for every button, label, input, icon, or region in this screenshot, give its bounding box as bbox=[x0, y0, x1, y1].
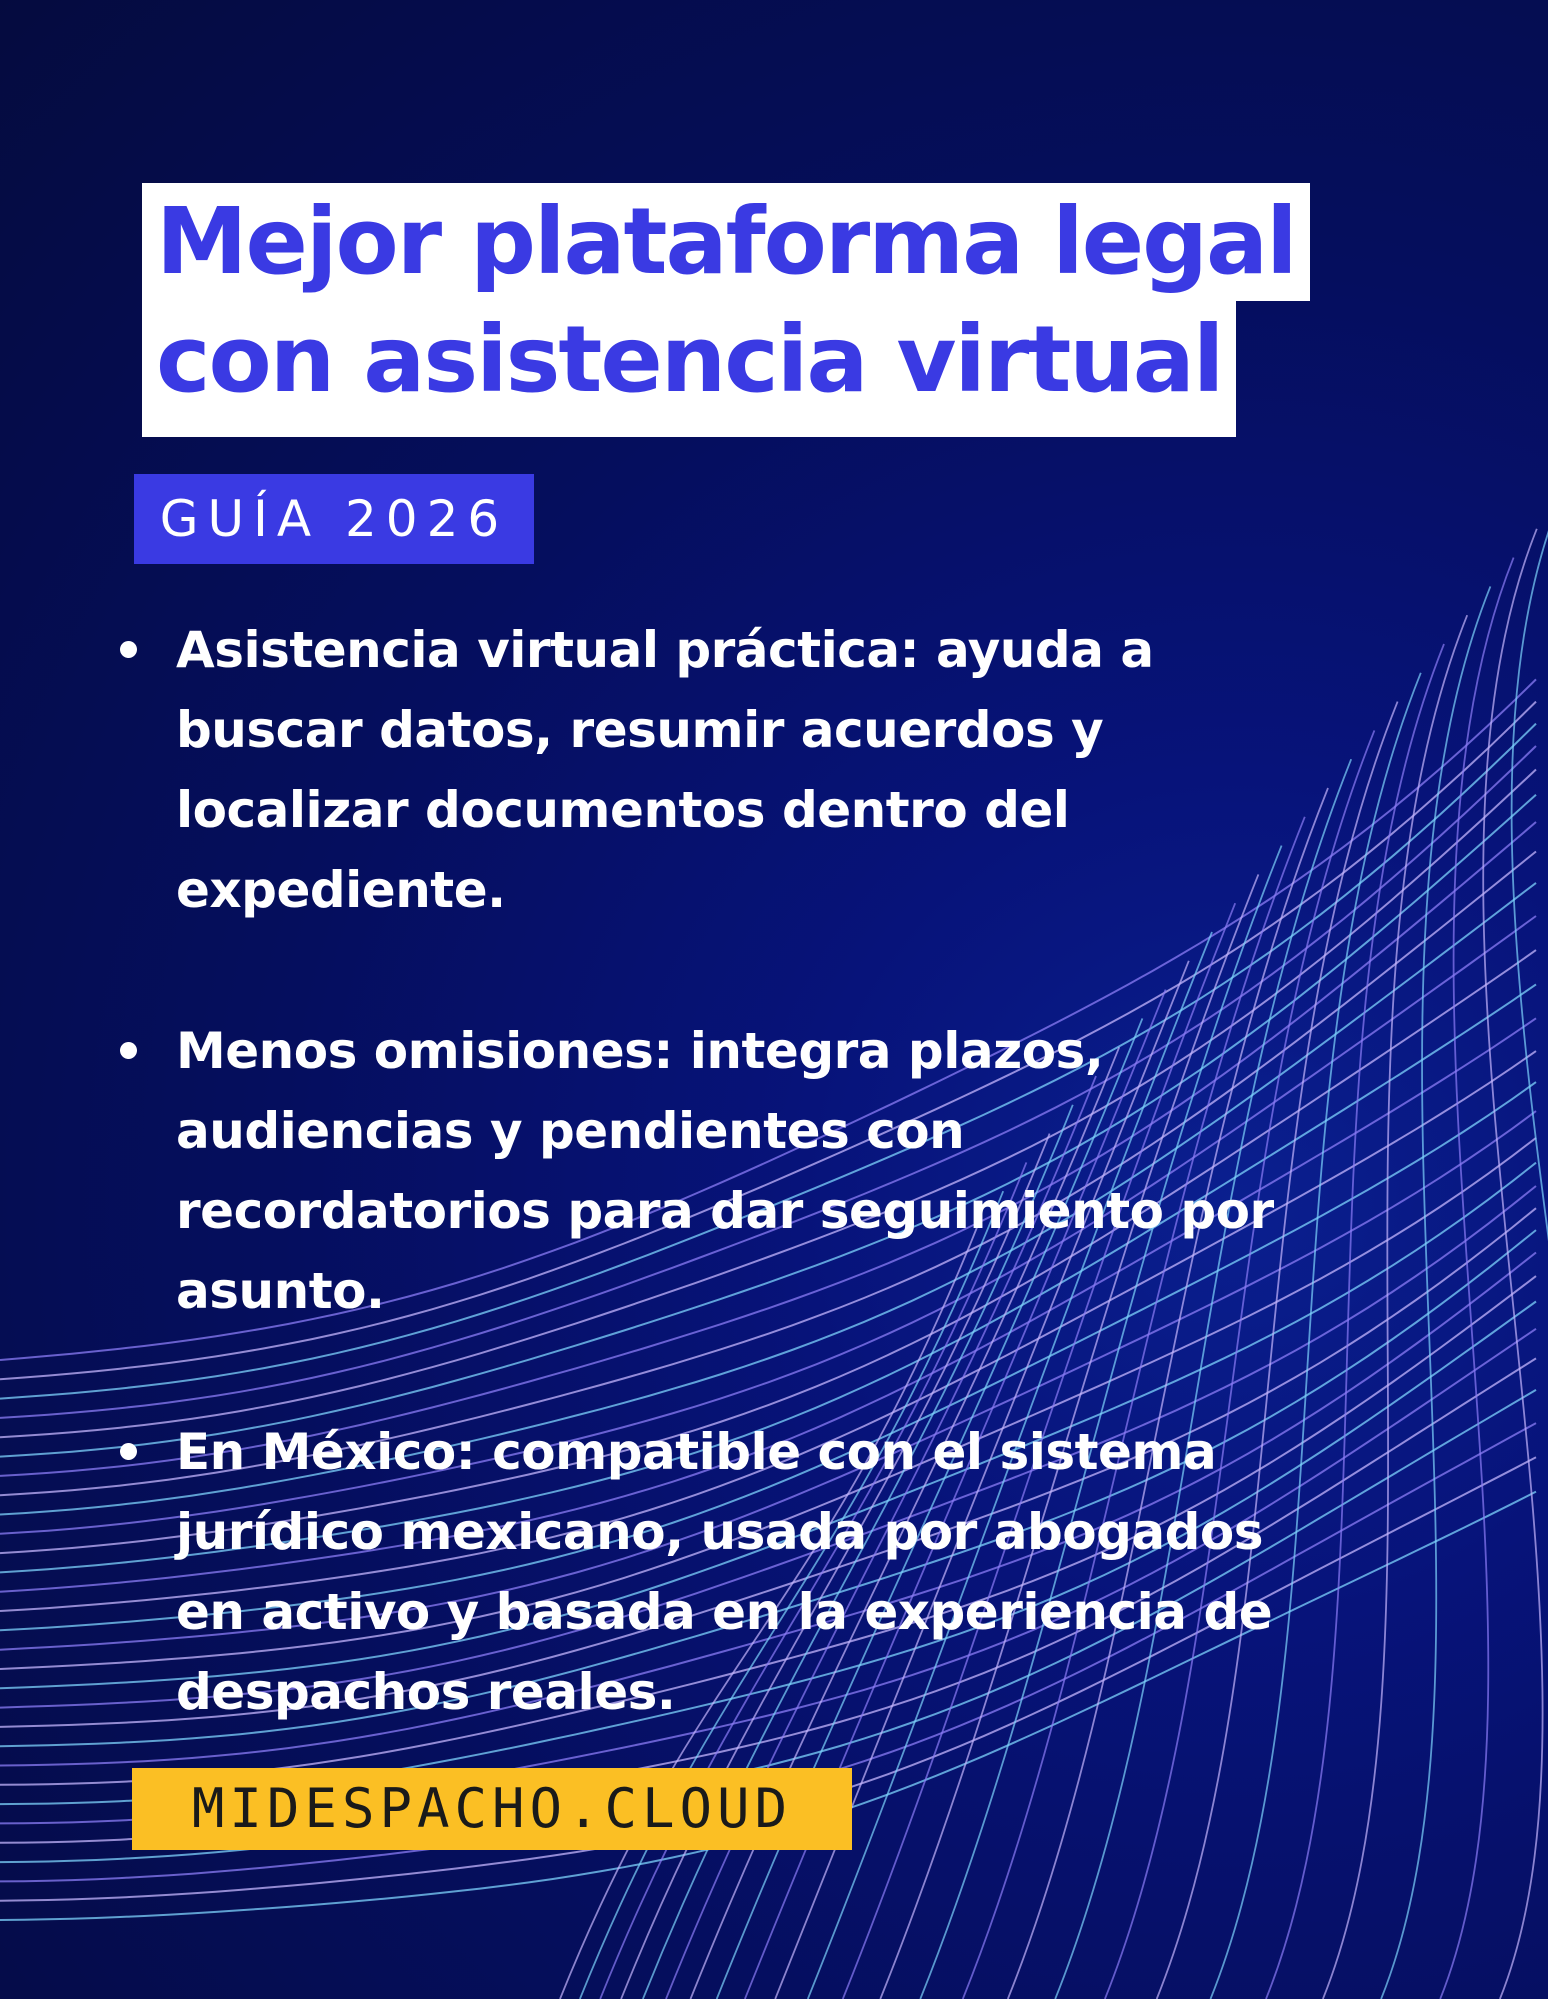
feature-line: asunto. bbox=[176, 1262, 385, 1320]
feature-line: localizar documentos dentro del bbox=[176, 781, 1070, 839]
page-title-line-1: Mejor plataforma legal bbox=[142, 183, 1310, 301]
feature-line: audiencias y pendientes con bbox=[176, 1102, 965, 1160]
feature-line: buscar datos, resumir acuerdos y bbox=[176, 701, 1104, 759]
feature-item-omissions bbox=[116, 1011, 1376, 1331]
feature-line: expediente. bbox=[176, 861, 506, 919]
bullet-dot-icon bbox=[120, 641, 137, 658]
feature-list bbox=[116, 610, 1376, 1732]
bullet-dot-icon bbox=[120, 1443, 137, 1460]
feature-line: En México: compatible con el sistema bbox=[176, 1423, 1217, 1481]
feature-item-assistance bbox=[116, 610, 1376, 930]
feature-line: recordatorios para dar seguimiento por bbox=[176, 1182, 1274, 1240]
website-badge: MIDESPACHO.CLOUD bbox=[132, 1768, 852, 1850]
feature-item-mexico bbox=[116, 1412, 1376, 1732]
feature-line: Menos omisiones: integra plazos, bbox=[176, 1022, 1104, 1080]
feature-line: Asistencia virtual práctica: ayuda a bbox=[176, 621, 1154, 679]
feature-line: en activo y basada en la experiencia de bbox=[176, 1583, 1273, 1641]
guide-badge: GUÍA 2026 bbox=[134, 474, 534, 564]
bullet-dot-icon bbox=[120, 1042, 137, 1059]
feature-line: despachos reales. bbox=[176, 1663, 676, 1721]
wave-line bbox=[1512, 500, 1548, 1999]
page-title-line-2: con asistencia virtual bbox=[142, 301, 1236, 437]
feature-line: jurídico mexicano, usada por abogados bbox=[176, 1503, 1264, 1561]
